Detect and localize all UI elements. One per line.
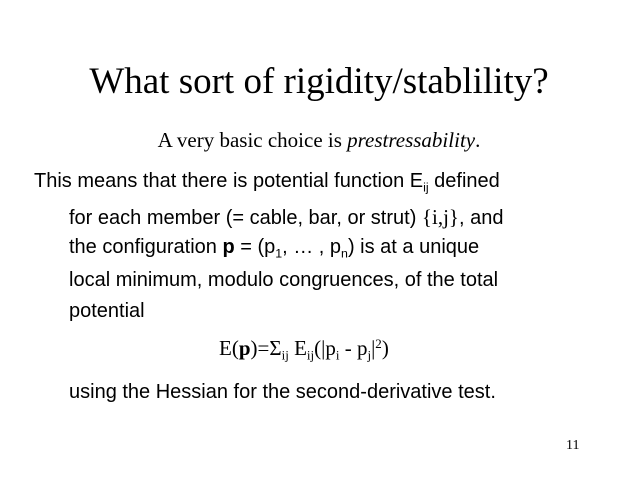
configuration-symbol: p: [222, 236, 235, 258]
definition-line-2: for each member (= cable, bar, or strut) {i,j}, and: [69, 205, 504, 229]
definition-line-3: the configuration $p = (p_1$, … , $p_n$) is at a unique: [69, 236, 480, 261]
energy-formula: $E(p)=\Sigma_{ij}$ $E_{ij}(|p_i - p_j|^2)$: [219, 335, 389, 363]
intro-line: A very basic choice is prestressability.: [157, 128, 481, 152]
prestressability-term: prestressability: [347, 128, 476, 152]
hessian-line: using the Hessian for the second-derivative test.: [69, 381, 496, 403]
definition-line-4: local minimum, modulo congruences, of the total: [69, 269, 499, 291]
slide-title: What sort of rigidity/stablility?: [89, 61, 549, 102]
definition-line-5: potential: [69, 300, 145, 322]
definition-line-1: This means that there is potential function $E_{ij}$ defined: [34, 170, 500, 195]
page-number: 11: [566, 438, 580, 453]
